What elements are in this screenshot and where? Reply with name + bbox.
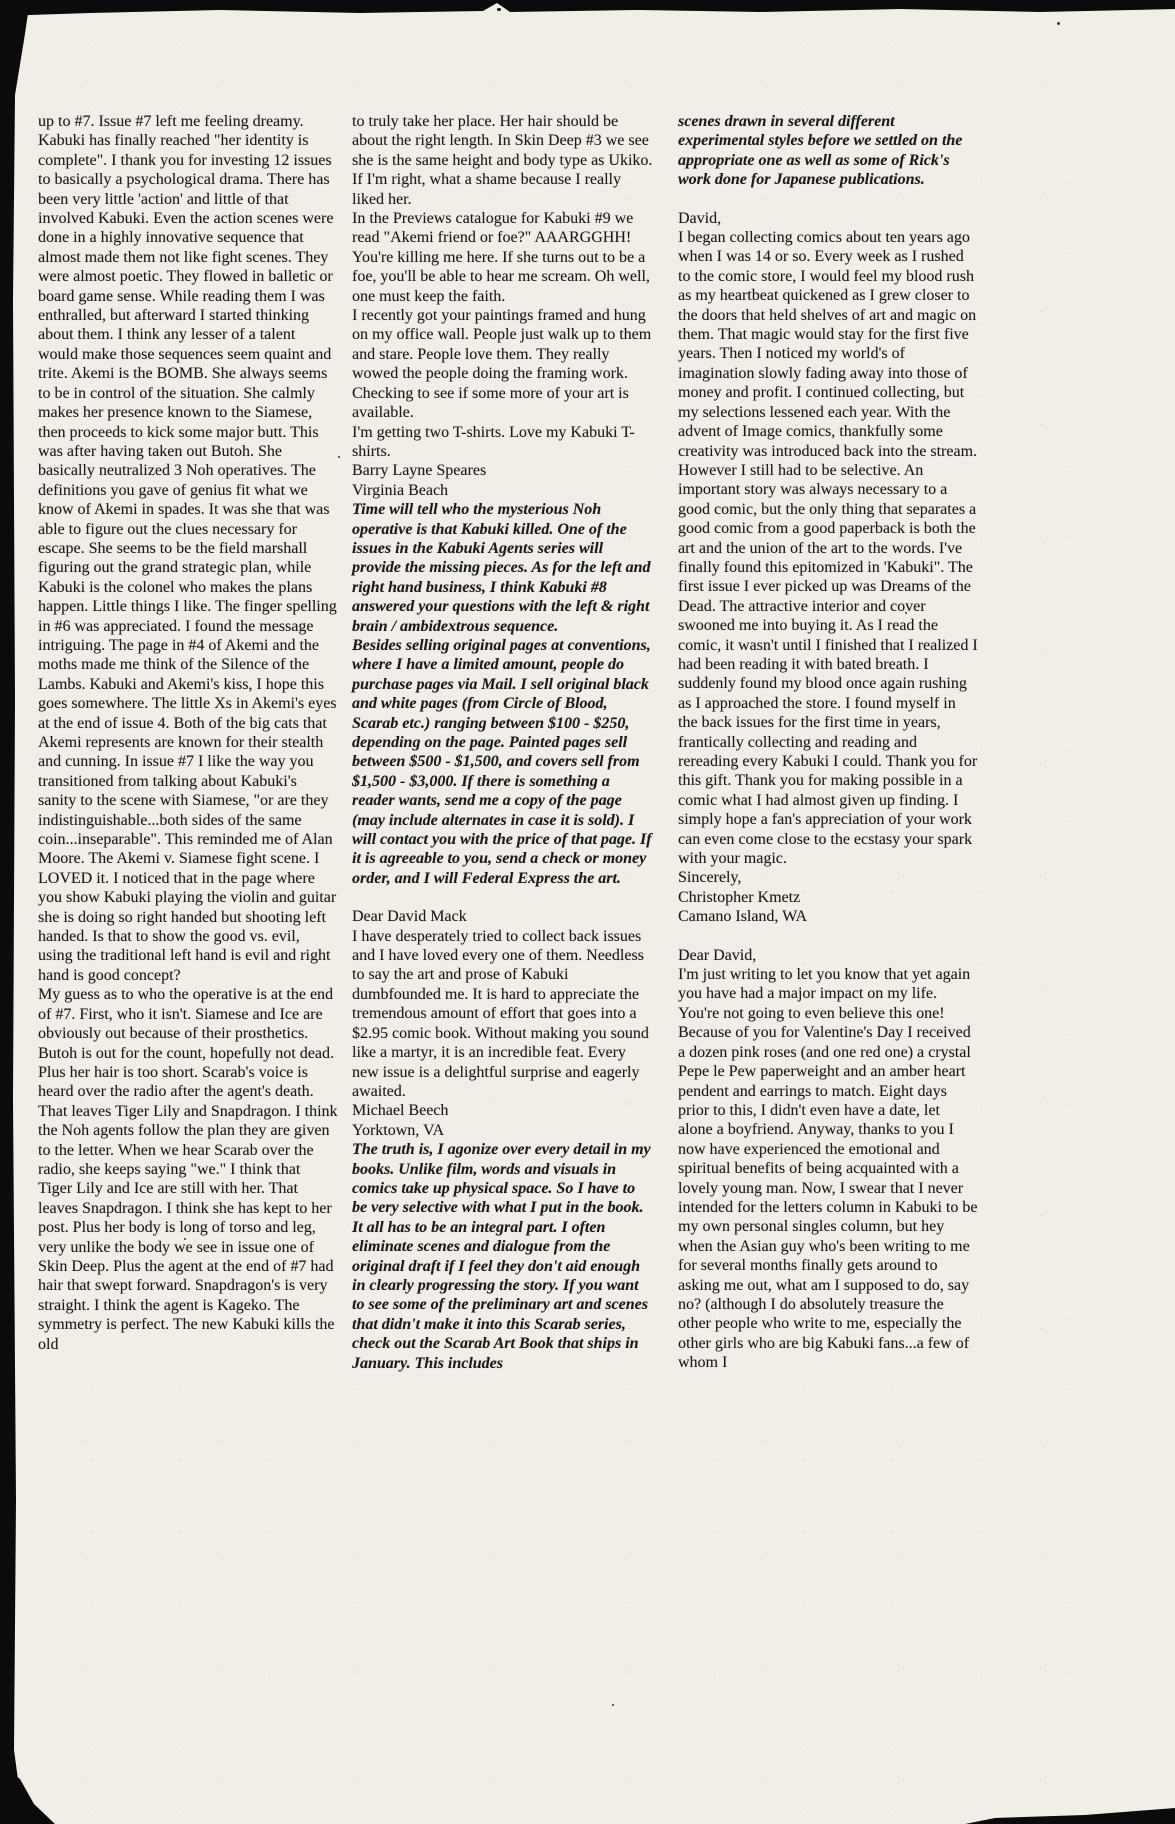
text-column-right	[678, 112, 978, 1373]
text-column-middle	[352, 112, 654, 1373]
letter-paragraph: I recently got your paintings framed and hung on my office wall. People just walk up to them and stare. People love them. They really wowed the people doing the framing work. Checking to see if some more of your art is available.	[352, 307, 652, 422]
text-column-left	[38, 112, 338, 1354]
torn-edge-left	[0, 0, 30, 1824]
signature-location: Camano Island, WA	[678, 908, 808, 926]
signature-location: Virginia Beach	[352, 481, 449, 499]
letter-paragraph: I have desperately tried to collect back issues and I have loved every one of them. Needless to say the art and prose of Kabuki dumbfounded me. It is hard to appreciate the tremendous amount of effort that goes into a $2.95 comic book. Without making you sound like a martyr, it is an incredible feat. Every new issue is a delightful surprise and eagerly awaited.	[352, 927, 649, 1100]
scan-speck	[497, 8, 501, 11]
salutation: Dear David Mack	[352, 908, 467, 926]
torn-edge-top	[0, 0, 1175, 16]
scan-speck	[338, 456, 340, 458]
signature-location: Yorktown, VA	[352, 1121, 445, 1139]
editor-response: Time will tell who the mysterious Noh operative is that Kabuki killed. One of the issues in the Kabuki Agents series will provide the missing pieces. As for the left and right hand business, I think Kabuki #8 answered your questions with the left & right brain / ambidextrous sequence.	[352, 501, 651, 635]
letter-paragraph: I'm getting two T-shirts. Love my Kabuki T-shirts.	[352, 423, 635, 460]
page-corner-bottom-right	[965, 1808, 1175, 1824]
editor-response: The truth is, I agonize over every detail in my books. Unlike film, words and visuals in comics take up physical space. So I have to be very selective with what I put in the book. It all has to be an integral part. I often eliminate scenes and dialogue from the original draft if I feel they don't aid enough in clearly progressing the story. If you want to see some of the preliminary art and scenes that didn't make it into this Scarab series, check out the Scarab Art Book that ships in January. This includes	[352, 1141, 651, 1372]
signature-name: Barry Layne Speares	[352, 462, 487, 480]
scan-speck	[612, 1704, 614, 1706]
salutation: Dear David,	[678, 946, 757, 964]
letter-paragraph: I began collecting comics about ten years ago when I was 14 or so. Every week as I rushed to the comic store, I would feel my blood rush as my heartbeat quickened as I grew closer to the doors that held shelves of art and magic on them. That magic would stay for the first five years. Then I noticed my world's of imagination slowly fading away into those of money and profit. I continued collecting, but my selections lessened each year. With the advent of Image comics, thankfully some creativity was introduced back into the stream. However I still had to be selective. An important story was always necessary to a good comic, but the only thing that separates a good comic from a good paperback is both the art and the union of the art to the words. I've finally found this epitomized in 'Kabuki". The first issue I ever picked up was Dreams of the Dead. The attractive interior and cover swooned me into buying it. As I read the comic, it wasn't until I finished that I realized I had been reading it with bated breath. I suddenly found my blood once again rushing as I approached the store. I found myself in the back issues for the first time in years, frantically collecting and reading and rereading every Kabuki I could. Thank you for this gift. Thank you for making possible in a comic what I had almost given up finding. I simply hope a fan's appreciation of your work can even come close to the ecstasy your spark with your magic.	[678, 229, 978, 868]
letter-paragraph: to truly take her place. Her hair should be about the right length. In Skin Deep #3 we see she is the same height and body type as Ukiko. If I'm right, what a shame because I really liked her.	[352, 113, 653, 208]
letter-paragraph: up to #7. Issue #7 left me feeling dreamy. Kabuki has finally reached "her identity is complete". I thank you for investing 12 issues to basically a psychological drama. There has been very little 'action' and little of that involved Kabuki. Even the action scenes were done in a highly innovative sequence that almost made them not like fight scenes. They were almost poetic. They flowed in balletic or board game sense. While reading them I was enthralled, but afterward I started thinking about them. I think any lesser of a talent would make those sequences seem quaint and trite. Akemi is the BOMB. She always seems to be in control of the situation. She calmly makes her presence known to the Siamese, then proceeds to kick some major butt. This was after having taken out Butoh. She basically neutralized 3 Noh operatives. The definitions you gave of genius fit what we know of Akemi in spades. It was she that was able to figure out the clues necessary for escape. She seems to be the field marshall figuring out the grand strategic plan, while Kabuki is the colonel who makes the plans happen. Little things I like. The finger spelling in #6 was appreciated. I found the message intriguing. The page in #4 of Akemi and the moths made me think of the Silence of the Lambs. Kabuki and Akemi's kiss, I hope this goes somewhere. The little Xs in Akemi's eyes at the end of issue 4. Both of the big cats that Akemi represents are known for their stealth and cunning. In issue #7 I like the way you transitioned from talking about Kabuki's sanity to the scene with Siamese, "or are they indistinguishable...both sides of the same coin...inseparable". This reminded me of Alan Moore. The Akemi v. Siamese fight scene. I LOVED it. I noticed that in the page where you show Kabuki playing the violin and guitar she is doing so right handed but shooting left handed. Is that to show the good vs. evil, using the traditional left hand is evil and right hand is good concept?	[38, 113, 337, 984]
letter-paragraph: In the Previews catalogue for Kabuki #9 we read "Akemi friend or foe?" AAARGGHH! You're killing me here. If she turns out to be a foe, you'll be able to hear me scream. Oh well, one must keep the faith.	[352, 210, 650, 305]
signature-closing: Sincerely,	[678, 869, 742, 887]
signature-name: Christopher Kmetz	[678, 888, 801, 906]
scan-speck	[1057, 22, 1060, 25]
signature-name: Michael Beech	[352, 1102, 449, 1120]
page-corner-bottom-left	[0, 1764, 70, 1824]
letter-paragraph: I'm just writing to let you know that yet again you have had a major impact on my life. You're not going to even believe this one! Because of you for Valentine's Day I received a dozen pink roses (and one red one) a crystal Pepe le Pew paperweight and an amber heart pendent and earrings to match. Eight days prior to this, I didn't even have a date, let alone a boyfriend. Anyway, thanks to you I now have experienced the emotional and spiritual benefits of being acquainted with a lovely young man. Now, I swear that I never intended for the letters column in Kabuki to be my own personal singles column, but hey when the Asian guy who's been writing to me for several months finally gets around to asking me out, what am I supposed to do, say no? (although I do absolutely treasure the other people who write to me, especially the other girls who are big Kabuki fans...a few of whom I	[678, 966, 978, 1372]
salutation: David,	[678, 209, 722, 227]
letter-paragraph: My guess as to who the operative is at the end of #7. First, who it isn't. Siamese and Ice are obviously out because of their prosthetics. Butoh is out for the count, hopefully not dead. Plus her hair is too short. Scarab's voice is heard over the radio after the agent's death. That leaves Tiger Lily and Snapdragon. I think the Noh agents follow the plan they are given to the letter. When we hear Scarab over the radio, she keeps saying "we." I think that Tiger Lily and Ice are still with her. That leaves Snapdragon. I think she has kept to her post. Plus her body is long of torso and leg, very unlike the body we see in issue one of Skin Deep. Plus the agent at the end of #7 had hair that swept forward. Snapdragon's is very straight. I think the agent is Kageko. The symmetry is perfect. The new Kabuki kills the old	[38, 986, 338, 1353]
editor-response: scenes drawn in several different experimental styles before we settled on the appropriate one as well as some of Rick's work done for Japanese publications.	[678, 113, 963, 189]
editor-response: Besides selling original pages at conventions, where I have a limited amount, people do purchase pages via Mail. I sell original black and white pages (from Circle of Blood, Scarab etc.) ranging between $100 - $250, depending on the page. Painted pages sell between $500 - $1,500, and covers sell from $1,500 - $3,000. If there is something a reader wants, send me a copy of the page (may include alternates in case it is sold). I will contact you with the price of that page. If it is agreeable to you, send a check or money order, and I will Federal Express the art.	[352, 636, 652, 887]
